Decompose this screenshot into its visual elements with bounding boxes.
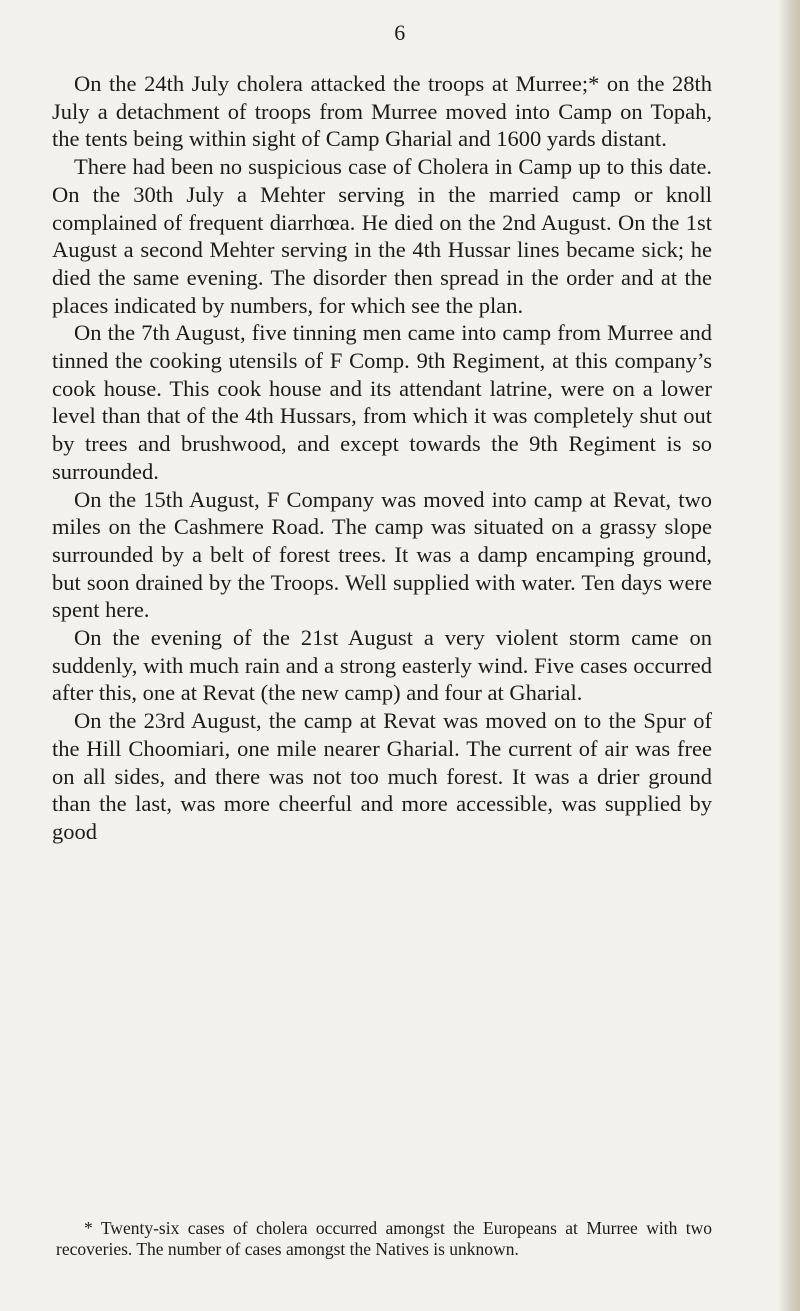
paragraph-first-cases: There had been no suspicious case of Cholera in Camp up to this date. On the 30th July a Mehter serving in the married camp or knoll complained of frequent diarrhœa. He died on the 2nd August. On the 1st August a second Mehter serving in the 4th Hussar lines became sick; he died the same evening. The disorder then spread in the order and at the places indicated by numbers, for which see the plan.: [52, 154, 712, 318]
paragraph-tinning-men: On the 7th August, five tinning men came into camp from Murree and tinned the cooking utensils of F Comp. 9th Regiment, at this company’s cook house. This cook house and its attendant latrine, were on a lower level than that of the 4th Hussars, from which it was completely shut out by trees and brushwood, and except towards the 9th Regiment is so surrounded.: [52, 320, 712, 484]
paragraph-choomiari-spur: On the 23rd August, the camp at Revat was moved on to the Spur of the Hill Choomiari, one mile nearer Gharial. The current of air was free on all sides, and there was not too much forest. It was a drier ground than the last, was more cheerful and more accessible, was supplied by good: [52, 708, 712, 844]
paragraph-revat-camp: On the 15th August, F Company was moved into camp at Revat, two miles on the Cashmere Road. The camp was situated on a grassy slope surrounded by a belt of forest trees. It was a damp encamping ground, but soon drained by the Troops. Well supplied with water. Ten days were spent here.: [52, 486, 712, 623]
paragraph-cholera-outbreak: On the 24th July cholera attacked the troops at Murree;* on the 28th July a detachment of troops from Murree moved into Camp on Topah, the tents being within sight of Camp Gharial and 1600 yards distant.: [52, 71, 712, 152]
body-text: [52, 70, 712, 846]
page-number: 6: [394, 20, 406, 45]
footnote: * Twenty-six cases of cholera occurred amongst the Europeans at Murree with two recoveries. The number of cases amongst the Natives is unknown.: [56, 1218, 712, 1259]
paragraph-storm: On the evening of the 21st August a very violent storm came on suddenly, with much rain and a strong easterly wind. Five cases occurred after this, one at Revat (the new camp) and four at Gharial.: [52, 625, 712, 706]
page-edge-shadow: [778, 0, 800, 1311]
